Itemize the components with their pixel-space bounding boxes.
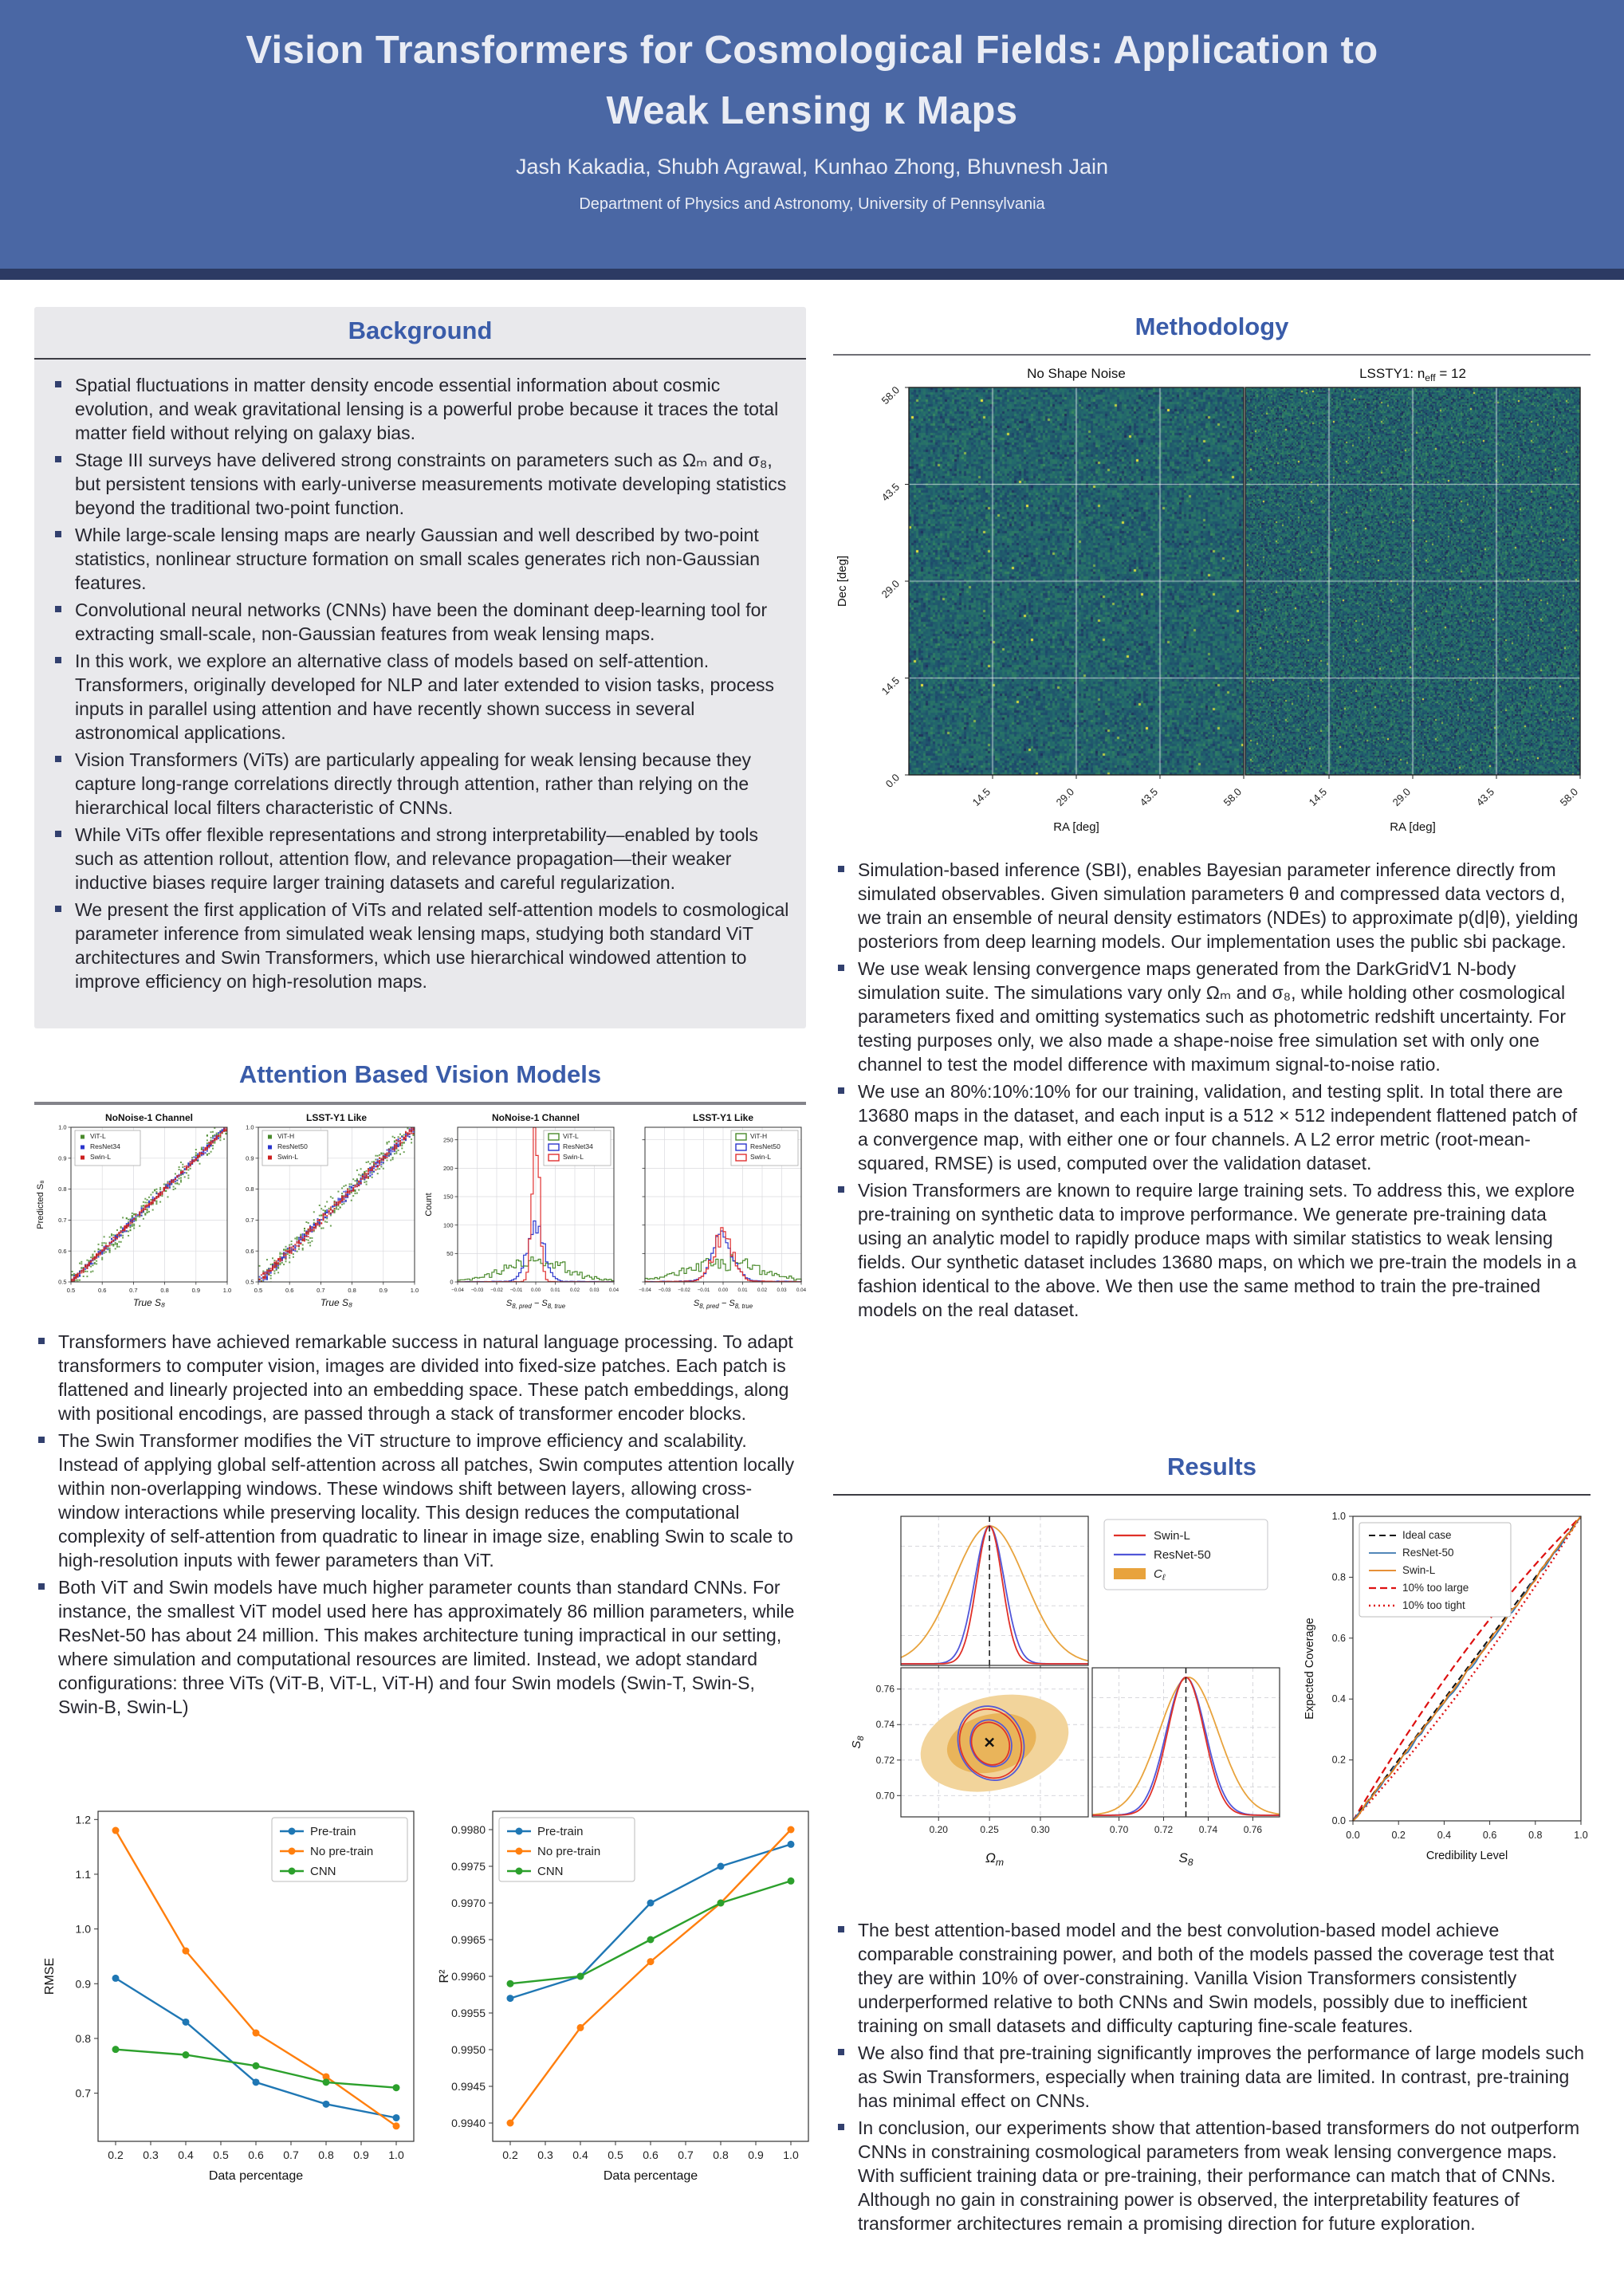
svg-text:29.0: 29.0 [1053,785,1077,809]
bullet-item: The best attention-based model and the best convolution-based model achieve comparable constraining power, and both of the models passed the coverage test that they are within 10% of over-constraining. Vanilla Vision Transformers consistently underperformed relative to both CNNs and Swin models, possibly due to inefficient training on small datasets and difficulty capturing fine-scale features. [836,1918,1588,2038]
svg-text:No pre-train: No pre-train [310,1845,374,1858]
svg-text:Swin-L: Swin-L [563,1153,584,1161]
bullet-item: While ViTs offer flexible representations and strong interpretability—enabled by tools such as attention rollout, attention flow, and relevance propagation—their weaker inductive biases require larger training datasets and careful regularization. [53,823,790,894]
svg-text:0.8: 0.8 [348,1287,356,1294]
svg-text:0.4: 0.4 [178,2149,194,2161]
svg-text:0.8: 0.8 [160,1287,169,1294]
svg-text:0.5: 0.5 [213,2149,229,2161]
svg-text:CNN: CNN [310,1865,336,1878]
svg-text:58.0: 58.0 [1557,785,1581,809]
background-bullets [53,373,790,997]
svg-text:200: 200 [443,1164,454,1172]
methodology-rule [833,354,1591,356]
svg-text:RMSE: RMSE [43,1957,57,1995]
svg-text:0.9: 0.9 [245,1154,254,1162]
svg-text:0.7: 0.7 [245,1217,254,1224]
svg-text:ViT-L: ViT-L [90,1132,106,1140]
svg-text:0.9955: 0.9955 [451,2007,486,2019]
svg-text:0.9: 0.9 [379,1287,387,1294]
svg-text:150: 150 [443,1193,454,1201]
section-title-background: Background [348,316,493,344]
svg-text:1.0: 1.0 [783,2149,799,2161]
svg-text:0.9: 0.9 [353,2149,369,2161]
svg-text:43.5: 43.5 [1473,785,1497,809]
svg-text:0.0: 0.0 [1346,1830,1360,1841]
bullet-item: We use an 80%:10%:10% for our training, validation, and testing split. In total there are 13680 maps in the dataset, and each input is a 512 × 512 independent flattened patch of a convergence map, with either one or four channels. A L2 error metric (root-mean-squared, RMSE) is used, computed over the validation dataset. [836,1079,1588,1175]
bullet-item: The Swin Transformer modifies the ViT structure to improve efficiency and scalability. Instead of applying global self-attention across all patches, Swin computes attention locally within non-overlapping windows. These windows shift between layers, allowing cross-window interactions while preserving locality. This design reduces the computational complexity of self-attention from quadratic to linear in image size, enabling Swin to scale to high-resolution inputs with fewer parameters than ViT. [36,1429,795,1572]
svg-text:−0.01: −0.01 [697,1288,710,1293]
svg-text:0.6: 0.6 [58,1247,67,1255]
svg-text:0.0: 0.0 [1331,1815,1346,1826]
svg-text:−0.03: −0.03 [470,1288,484,1293]
svg-text:0.9940: 0.9940 [451,2117,486,2129]
svg-text:0.4: 0.4 [1331,1693,1346,1705]
svg-text:29.0: 29.0 [879,577,902,601]
svg-text:1.1: 1.1 [75,1867,91,1881]
header-divider [0,269,1624,280]
svg-text:RA [deg]: RA [deg] [1390,820,1436,834]
histogram-lssty1 [623,1110,808,1323]
svg-text:−0.03: −0.03 [658,1288,671,1293]
svg-text:0.3: 0.3 [537,2149,553,2161]
svg-text:Swin-L: Swin-L [277,1153,298,1161]
scatter-plot-nonoise [34,1110,234,1323]
svg-text:Ideal case: Ideal case [1402,1529,1452,1541]
convergence-maps-figure [833,360,1591,850]
svg-text:0.6: 0.6 [245,1247,254,1255]
svg-text:0.2: 0.2 [1391,1830,1406,1841]
poster-title [0,0,1624,142]
svg-text:43.5: 43.5 [1137,785,1161,809]
svg-text:0.8: 0.8 [75,2031,91,2045]
svg-text:LSSTY1: neff = 12: LSSTY1: $n_{eff} = 12$ [1359,366,1466,383]
svg-text:0.7: 0.7 [75,2086,91,2100]
svg-text:0.70: 0.70 [1109,1824,1129,1835]
svg-text:RA [deg]: RA [deg] [1053,820,1099,834]
svg-text:0.7: 0.7 [58,1217,67,1224]
authors: Jash Kakadia, Shubh Agrawal, Kunhao Zhong, Bhuvnesh Jain [515,154,1108,179]
background-rule [34,358,806,360]
svg-text:0.4: 0.4 [572,2149,588,2161]
results-figure-corner-and-coverage [833,1502,1591,1883]
svg-text:0.74: 0.74 [875,1719,895,1731]
svg-text:0.74: 0.74 [1198,1824,1218,1835]
svg-text:S8: $S_8$ [1178,1850,1193,1868]
svg-text:Pre-train: Pre-train [310,1825,356,1838]
svg-text:0.04: 0.04 [609,1288,619,1293]
svg-text:0.3: 0.3 [143,2149,159,2161]
results-bullets [836,1918,1588,2239]
svg-text:Data percentage: Data percentage [603,2169,698,2183]
svg-text:250: 250 [443,1136,454,1144]
bullet-item: While large-scale lensing maps are nearly Gaussian and well described by two-point statistics, nonlinear structure formation on small scales generates rich non-Gaussian features. [53,523,790,595]
svg-text:ResNet34: ResNet34 [90,1142,120,1150]
svg-text:S8: $S_8$ [850,1736,866,1749]
svg-text:0.9960: 0.9960 [451,1970,486,1983]
svg-text:ResNet50: ResNet50 [277,1142,308,1150]
svg-text:Cℓ: $C_\ell$ [1154,1567,1166,1582]
bullet-item: Transformers have achieved remarkable success in natural language processing. To adapt transformers to computer vision, images are divided into fixed-size patches. Each patch is flattened and linearly projected into an embedding space. These patch embeddings, along with positional encodings, are passed through a stack of transformer encoder blocks. [36,1330,795,1425]
affiliation: Department of Physics and Astronomy, University of Pennsylvania [579,195,1045,213]
title-line-1: Vision Transformers for Cosmological Fields: Application to [246,29,1378,72]
svg-text:0.8: 0.8 [318,2149,334,2161]
svg-text:1.0: 1.0 [1331,1511,1346,1522]
svg-text:S8, pred − S8, true: $S_{8, pred} - S_{8, true}$ [693,1299,753,1310]
poster-header [0,0,1624,269]
svg-text:Expected Coverage: Expected Coverage [1304,1618,1316,1720]
svg-text:0.00: 0.00 [718,1288,728,1293]
svg-text:0.25: 0.25 [980,1824,999,1835]
svg-text:ResNet-50: ResNet-50 [1154,1548,1211,1562]
svg-text:ViT-H: ViT-H [277,1132,294,1140]
svg-text:0.9970: 0.9970 [451,1897,486,1909]
svg-text:NoNoise-1 Channel: NoNoise-1 Channel [104,1112,194,1123]
svg-text:ViT-L: ViT-L [563,1132,579,1140]
svg-text:0.9965: 0.9965 [451,1933,486,1946]
bullet-item: Vision Transformers (ViTs) are particularly appealing for weak lensing because they capture long-range correlations directly through attention, rather than relying on the hierarchical local filters characteristic of CNNs. [53,748,790,820]
attention-bullets [36,1330,795,1722]
svg-text:0.70: 0.70 [875,1790,895,1802]
svg-text:29.0: 29.0 [1390,785,1414,809]
svg-text:0.9975: 0.9975 [451,1860,486,1873]
section-title-attention-models: Attention Based Vision Models [238,1060,602,1088]
r2-line-chart [431,1800,816,2205]
svg-text:ResNet34: ResNet34 [563,1142,594,1150]
svg-text:1.0: 1.0 [58,1123,67,1131]
svg-text:0.6: 0.6 [285,1287,294,1294]
svg-text:0.9: 0.9 [748,2149,764,2161]
svg-text:1.0: 1.0 [222,1287,232,1294]
svg-text:0.03: 0.03 [589,1288,600,1293]
svg-text:0.8: 0.8 [1331,1571,1346,1583]
bullet-item: We present the first application of ViTs and related self-attention models to cosmological parameter inference from simulated weak lensing maps, studying both standard ViT architectures and Swin Transformers, which use hierarchical windowed attention to improve efficiency on high-resolution maps. [53,898,790,993]
svg-text:No pre-train: No pre-train [537,1845,601,1858]
svg-text:0.01: 0.01 [737,1288,748,1293]
svg-text:0.6: 0.6 [97,1287,107,1294]
section-title-methodology: Methodology [1134,313,1289,340]
svg-text:14.5: 14.5 [1306,785,1330,809]
pretraining-line-charts [34,1800,808,2207]
svg-text:0.20: 0.20 [929,1824,948,1835]
svg-text:S8, pred − S8, true: $S_{8, pred} - S_{8, true}$ [506,1299,566,1310]
section-title-results: Results [1167,1453,1256,1480]
svg-text:ViT-H: ViT-H [749,1132,768,1140]
svg-text:ResNet50: ResNet50 [749,1142,781,1150]
svg-text:Swin-L: Swin-L [90,1153,111,1161]
bullet-item: Vision Transformers are known to require large training sets. To address this, we explore pre-training on synthetic data to improve performance. We generate pre-training data using an analytic model to rapidly produce maps with similar statistics to weak lensing fields. Our synthetic dataset includes 13680 maps, on which we pre-train the models in a fashion identical to the above. We then use the same method to train the pre-trained models on the real dataset. [836,1178,1588,1322]
attention-rule [34,1102,806,1105]
svg-text:Credibility Level: Credibility Level [1425,1850,1508,1862]
svg-text:58.0: 58.0 [879,383,902,407]
svg-text:14.5: 14.5 [879,674,902,698]
svg-text:0.8: 0.8 [245,1185,254,1193]
bullet-item: We also find that pre-training significantly improves the performance of large models such as Swin Transformers, especially when training data are limited. In contrast, pre-training has minimal effect on CNNs. [836,2041,1588,2113]
svg-text:0.04: 0.04 [796,1288,806,1293]
svg-text:0.7: 0.7 [283,2149,299,2161]
svg-text:0.8: 0.8 [58,1185,67,1193]
svg-text:0.02: 0.02 [570,1288,580,1293]
svg-text:0.6: 0.6 [1482,1830,1497,1841]
svg-text:1.2: 1.2 [75,1813,91,1826]
svg-text:0.7: 0.7 [678,2149,694,2161]
svg-text:0.9980: 0.9980 [451,1823,486,1836]
svg-text:LSST-Y1 Like: LSST-Y1 Like [305,1112,367,1123]
svg-text:0.2: 0.2 [502,2149,518,2161]
svg-text:True S₈: True S₈ [320,1297,352,1308]
svg-text:0.7: 0.7 [316,1287,325,1294]
svg-text:No Shape Noise: No Shape Noise [1027,366,1126,381]
svg-text:0.9: 0.9 [191,1287,201,1294]
svg-text:58.0: 58.0 [1221,785,1245,809]
svg-text:0.72: 0.72 [875,1754,895,1766]
svg-text:1.0: 1.0 [388,2149,404,2161]
svg-text:Predicted S₈: Predicted S₈ [36,1180,45,1229]
svg-text:1.0: 1.0 [410,1287,419,1294]
svg-text:True S₈: True S₈ [132,1297,166,1308]
svg-text:ResNet-50: ResNet-50 [1402,1547,1454,1559]
svg-text:0.7: 0.7 [129,1287,138,1294]
svg-text:Data percentage: Data percentage [208,2169,304,2183]
svg-text:0.5: 0.5 [66,1287,76,1294]
svg-text:0.4: 0.4 [1437,1830,1452,1841]
svg-text:0.02: 0.02 [757,1288,767,1293]
scatter-plot-lssty1 [236,1110,421,1323]
svg-text:Pre-train: Pre-train [537,1825,584,1838]
bullet-item: We use weak lensing convergence maps generated from the DarkGridV1 N-body simulation suite. The simulations vary only Ωₘ and σ₈, while holding other cosmological parameters fixed and omitting systematics such as photometric redshift uncertainty. For testing purposes only, we also made a shape-noise free simulation set with only one channel to test the model difference with maximum signal-to-noise ratio. [836,957,1588,1076]
svg-text:0.5: 0.5 [245,1278,254,1286]
svg-text:0.30: 0.30 [1031,1824,1050,1835]
svg-text:100: 100 [443,1221,454,1229]
svg-text:0.5: 0.5 [58,1278,67,1286]
attention-models-figure [34,1110,808,1325]
svg-text:0.01: 0.01 [550,1288,560,1293]
svg-text:Ωm: $\Omega_m$ [985,1850,1005,1868]
svg-text:43.5: 43.5 [879,481,902,504]
svg-text:0.5: 0.5 [254,1287,262,1294]
svg-text:0.6: 0.6 [643,2149,659,2161]
bullet-item: Spatial fluctuations in matter density encode essential information about cosmic evolution, and weak gravitational lensing is a powerful probe because it traces the total matter field without relying on galaxy bias. [53,373,790,445]
svg-text:Dec [deg]: Dec [deg] [836,555,849,607]
svg-text:0.5: 0.5 [608,2149,623,2161]
svg-text:0.9945: 0.9945 [451,2080,486,2093]
svg-text:0.9: 0.9 [58,1154,67,1162]
maps-axes-overlay [833,360,1591,850]
svg-text:1.0: 1.0 [245,1123,254,1131]
svg-text:LSST-Y1 Like: LSST-Y1 Like [692,1112,753,1123]
histogram-nonoise [423,1110,620,1323]
bullet-item: Simulation-based inference (SBI), enables Bayesian parameter inference directly from simulated observables. Given simulation parameters θ and compressed data vectors d, we train an ensemble of neural density estimators (NDEs) to approximate p(d|θ), yielding posteriors from deep learning models. Our implementation uses the public sbi package. [836,858,1588,953]
svg-text:−0.04: −0.04 [639,1288,651,1293]
svg-text:NoNoise-1 Channel: NoNoise-1 Channel [492,1112,580,1123]
svg-text:Count: Count [424,1193,435,1217]
svg-text:0.6: 0.6 [248,2149,264,2161]
bullet-item: In conclusion, our experiments show that attention-based transformers do not outperform CNNs in constraining cosmological parameters from weak lensing convergence maps. With sufficient training data or pre-training, their performance can match that of CNNs. Although no gain in constraining power is observed, the interpretability features of transformer architectures remain a promising direction for future exploration. [836,2116,1588,2235]
svg-text:0.8: 0.8 [1528,1830,1543,1841]
bullet-item: In this work, we explore an alternative class of models based on self-attention. Transformers, originally developed for NLP and later extended to vision tasks, process inputs in parallel using attention and have recently shown success in several astronomical applications. [53,649,790,745]
title-line-2: Weak Lensing κ Maps [606,88,1018,132]
svg-text:−0.01: −0.01 [509,1288,523,1293]
svg-text:−0.02: −0.02 [490,1288,504,1293]
svg-text:0.2: 0.2 [108,2149,124,2161]
svg-text:1.0: 1.0 [1574,1830,1588,1841]
svg-text:10% too tight: 10% too tight [1402,1599,1465,1611]
svg-text:0.2: 0.2 [1331,1754,1346,1766]
svg-text:Swin-L: Swin-L [1154,1529,1190,1543]
svg-text:0.9950: 0.9950 [451,2043,486,2056]
svg-text:0.76: 0.76 [875,1683,895,1695]
results-rule [833,1494,1591,1496]
svg-text:Swin-L: Swin-L [749,1153,771,1161]
svg-text:1.0: 1.0 [75,1922,91,1936]
rmse-line-chart [36,1800,422,2205]
svg-text:10% too large: 10% too large [1402,1582,1469,1594]
svg-text:Swin-L: Swin-L [1402,1564,1436,1576]
svg-text:−0.02: −0.02 [678,1288,690,1293]
svg-text:0.6: 0.6 [1331,1632,1346,1644]
svg-text:50: 50 [446,1249,454,1257]
svg-text:0.0: 0.0 [883,771,902,790]
svg-text:CNN: CNN [537,1865,564,1878]
bullet-item: Stage III surveys have delivered strong constraints on parameters such as Ωₘ and σ₈, but persistent tensions with early-universe measurements motivate developing statistics beyond the traditional two-point function. [53,448,790,520]
svg-text:0.76: 0.76 [1243,1824,1263,1835]
bullet-item: Convolutional neural networks (CNNs) have been the dominant deep-learning tool for extracting small-scale, non-Gaussian features from weak lensing maps. [53,598,790,646]
bullet-item: Both ViT and Swin models have much higher parameter counts than standard CNNs. For instance, the smallest ViT model used here has approximately 86 million parameters, while ResNet-50 has about 24 million. This makes architecture tuning impractical in our setting, where simulation and computational resources are limited. Instead, we adopt standard configurations: three ViTs (ViT-B, ViT-L, ViT-H) and four Swin models (Swin-T, Swin-S, Swin-B, Swin-L) [36,1575,795,1719]
svg-text:−0.04: −0.04 [451,1288,465,1293]
svg-text:R²: R² [438,1969,451,1983]
svg-text:0.03: 0.03 [777,1288,787,1293]
methodology-bullets [836,858,1588,1325]
svg-text:0.9: 0.9 [75,1977,91,1991]
svg-text:0.8: 0.8 [713,2149,729,2161]
svg-text:0: 0 [450,1278,454,1286]
svg-text:0.00: 0.00 [531,1288,541,1293]
svg-text:0.72: 0.72 [1154,1824,1174,1835]
svg-text:14.5: 14.5 [969,785,993,809]
